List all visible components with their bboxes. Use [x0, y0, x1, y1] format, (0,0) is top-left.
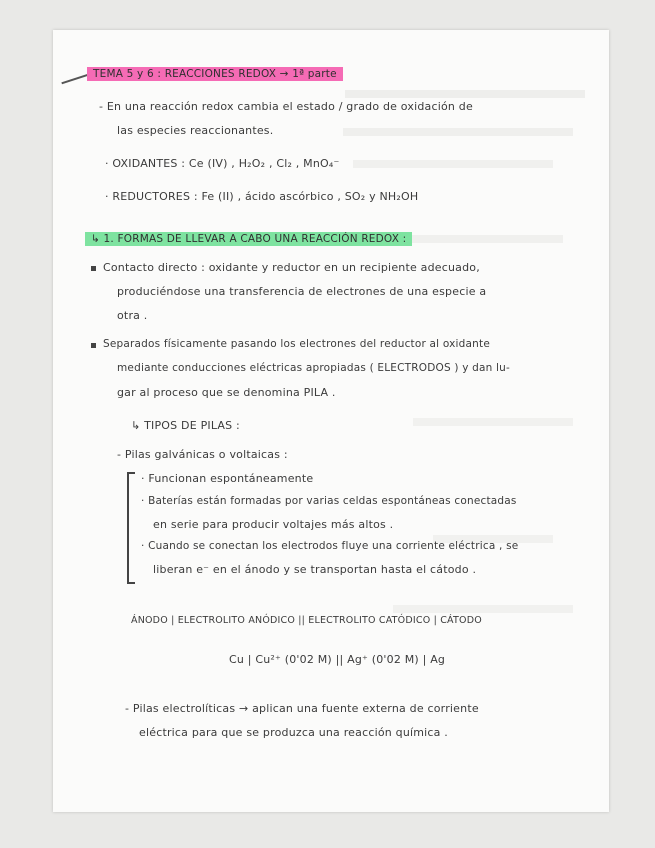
bullet-icon [91, 343, 96, 348]
page-title: TEMA 5 y 6 : REACCIONES REDOX → 1ª parte [87, 68, 343, 80]
bullet-icon [91, 266, 96, 271]
bracket [127, 472, 135, 584]
section-heading: ↳ 1. FORMAS DE LLEVAR A CABO UNA REACCIÓN REDOX : [85, 233, 412, 245]
cell-scheme: ÁNODO | ELECTROLITO ANÓDICO || ELECTROLITO CATÓDICO | CÁTODO [131, 615, 482, 626]
galv-item-4: · Cuando se conectan los electrodos fluye una corriente eléctrica , se [141, 540, 519, 552]
reductores-line: · REDUCTORES : Fe (II) , ácido ascórbico , SO₂ y NH₂OH [105, 190, 419, 203]
separados-line-2: mediante conducciones eléctricas apropiadas ( ELECTRODOS ) y dan lu- [117, 362, 511, 374]
intro-line-2: las especies reaccionantes. [117, 124, 274, 137]
cell-notation: Cu | Cu²⁺ (0'02 M) || Ag⁺ (0'02 M) | Ag [229, 653, 446, 666]
contacto-line-2: produciéndose una transferencia de electrones de una especie a [117, 285, 487, 298]
galv-item-2: · Baterías están formadas por varias celdas espontáneas conectadas [141, 495, 517, 507]
oxidantes-line: · OXIDANTES : Ce (IV) , H₂O₂ , Cl₂ , MnO₄⁻ [105, 157, 340, 170]
electroliticas-line-1: - Pilas electrolíticas → aplican una fuente externa de corriente [125, 702, 479, 715]
galv-item-5: liberan e⁻ en el ánodo y se transportan hasta el cátodo . [153, 563, 477, 576]
contacto-line-1: Contacto directo : oxidante y reductor en un recipiente adecuado, [103, 261, 480, 274]
separados-line-3: gar al proceso que se denomina PILA . [117, 386, 336, 399]
tipos-heading: ↳ TIPOS DE PILAS : [131, 419, 240, 432]
separados-line-1: Separados físicamente pasando los electrones del reductor al oxidante [103, 338, 491, 350]
galvanicas-heading: - Pilas galvánicas o voltaicas : [117, 448, 288, 461]
intro-line-1: - En una reacción redox cambia el estado / grado de oxidación de [99, 100, 473, 113]
notebook-page [53, 30, 609, 812]
electroliticas-line-2: eléctrica para que se produzca una reacción química . [139, 726, 449, 739]
pen-stroke [61, 74, 88, 85]
galv-item-1: · Funcionan espontáneamente [141, 472, 314, 485]
contacto-line-3: otra . [117, 309, 148, 322]
galv-item-3: en serie para producir voltajes más altos . [153, 518, 394, 531]
